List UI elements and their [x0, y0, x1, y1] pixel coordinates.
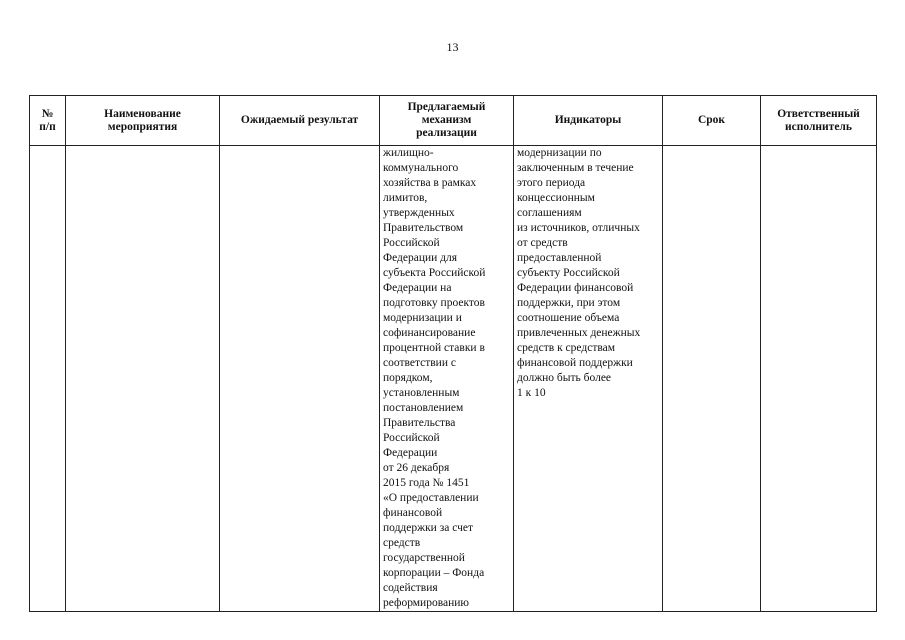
table-row	[30, 146, 877, 612]
header-indicators: Индикаторы	[514, 96, 663, 146]
header-expected-result: Ожидаемый результат	[220, 96, 380, 146]
header-deadline: Срок	[663, 96, 761, 146]
table-header-row	[30, 96, 877, 146]
cell-measure-name	[66, 146, 220, 612]
header-measure-name: Наименование мероприятия	[66, 96, 220, 146]
cell-responsible	[761, 146, 877, 612]
cell-expected-result	[220, 146, 380, 612]
page-number: 13	[446, 40, 459, 54]
cell-deadline	[663, 146, 761, 612]
cell-indicators: модернизации по заключенным в течение этого периода концессионным соглашениям из источников, отличных от средств предоставленной субъекту Российской Федерации финансовой поддержки, при этом соотношение объема привлеченных денежных средств к средствам финансовой поддержки должно быть более 1 к 10	[514, 146, 663, 612]
header-number: № п/п	[30, 96, 66, 146]
measures-table	[29, 95, 877, 612]
cell-mechanism: жилищно- коммунального хозяйства в рамках лимитов, утвержденных Правительством Российской Федерации для субъекта Российской Федерации на подготовку проектов модернизации и софинансирование процентной ставки в соответствии с порядком, установленным постановлением Правительства Российской Федерации от 26 декабря 2015 года № 1451 «О предоставлении финансовой поддержки за счет средств государственной корпорации – Фонда содействия реформированию	[380, 146, 514, 612]
header-responsible: Ответственный исполнитель	[761, 96, 877, 146]
header-mechanism: Предлагаемый механизм реализации	[380, 96, 514, 146]
cell-number	[30, 146, 66, 612]
